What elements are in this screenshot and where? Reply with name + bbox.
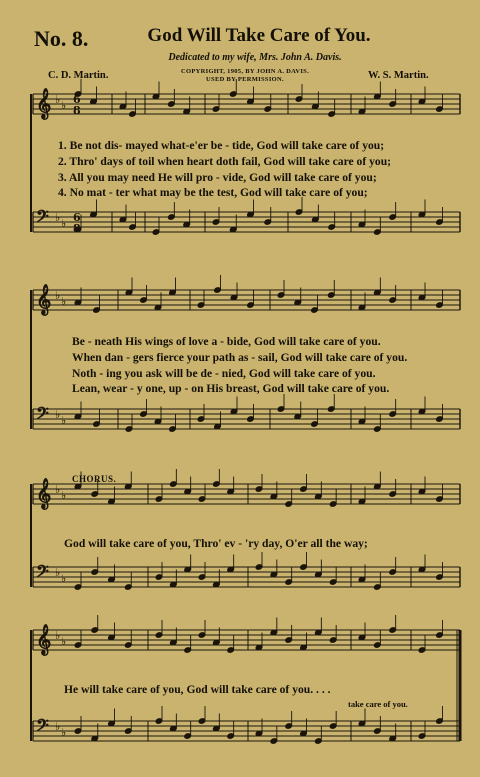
svg-text:𝄞: 𝄞 [36,89,52,119]
verse-1-line-b: Be - neath His wings of love a - bide, God will take care of you. [72,335,381,348]
svg-text:♭: ♭ [61,572,67,585]
svg-text:♭: ♭ [61,295,67,308]
svg-text:𝄢: 𝄢 [36,715,49,739]
svg-text:♭: ♭ [55,211,61,224]
dedication: Dedicated to my wife, Mrs. John A. Davis. [168,52,342,63]
svg-text:♭: ♭ [55,720,61,733]
svg-text:♭: ♭ [55,629,61,642]
svg-text:♭: ♭ [55,408,61,421]
svg-text:6: 6 [73,211,81,224]
svg-text:𝄢: 𝄢 [36,403,49,427]
svg-text:♭: ♭ [55,93,61,106]
composer: W. S. Martin. [368,70,429,81]
svg-text:♭: ♭ [55,289,61,302]
svg-text:6: 6 [73,93,81,106]
verse-2-line-b: When dan - gers fierce your path as - sail, God will take care of you. [72,351,408,364]
chorus-label: CHORUS. [72,474,117,484]
svg-text:𝄞: 𝄞 [36,625,52,655]
verse-3-line-b: Noth - ing you ask will be de - nied, God will take care of you. [72,367,376,380]
svg-text:𝄞: 𝄞 [36,479,52,509]
hymn-title: God Will Take Care of You. [147,25,371,46]
svg-text:♭: ♭ [61,726,67,739]
lyricist: C. D. Martin. [48,70,109,81]
svg-text:♭: ♭ [61,635,67,648]
svg-text:♭: ♭ [61,489,67,502]
svg-text:♭: ♭ [55,483,61,496]
svg-text:𝄞: 𝄞 [36,285,52,315]
svg-text:8: 8 [73,104,81,117]
chorus-echo: take care of you. [348,699,408,709]
chorus-line-2: He will take care of you, God will take care of you. . . . [64,683,331,696]
hymn-number: No. 8. [34,26,89,51]
chorus-line-1: God will take care of you, Thro' ev - 'ry day, O'er all the way; [64,537,368,550]
svg-text:𝄢: 𝄢 [36,206,49,230]
svg-text:♭: ♭ [61,414,67,427]
verse-4-line-a: 4. No mat - ter what may be the test, God will take care of you; [58,186,368,199]
svg-text:8: 8 [73,222,81,235]
verse-3-line-a: 3. All you may need He will pro - vide, God will take care of you; [58,171,377,184]
svg-text:♭: ♭ [55,566,61,579]
verse-1-line-a: 1. Be not dis- mayed what-e'er be - tide, God will take care of you; [58,139,385,152]
verse-2-line-a: 2. Thro' days of toil when heart doth fail, God will take care of you; [58,155,392,168]
svg-text:♭: ♭ [61,99,67,112]
svg-text:♭: ♭ [61,217,67,230]
verse-4-line-b: Lean, wear - y one, up - on His breast, God will take care of you. [72,382,390,395]
copyright-line-2: USED BY PERMISSION. [206,76,284,83]
svg-text:𝄢: 𝄢 [36,561,49,585]
copyright-line-1: COPYRIGHT, 1905, BY JOHN A. DAVIS. [181,68,309,75]
